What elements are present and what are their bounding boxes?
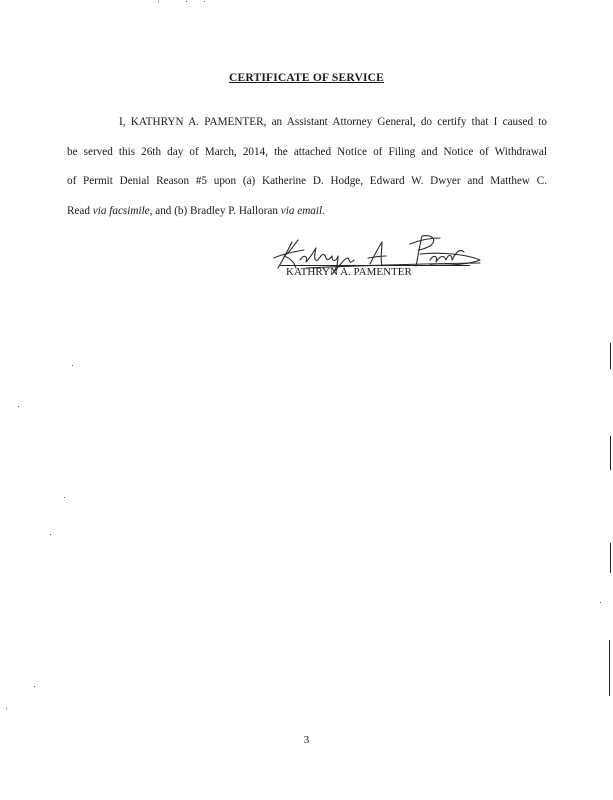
paragraph-line-1: I, KATHRYN A. PAMENTER, an Assistant Attorney General, do certify that I caused to: [119, 116, 547, 128]
scan-edge-mark: [610, 543, 611, 573]
scan-speck: [158, 1, 159, 2]
service-method-facsimile: via facsimile: [92, 204, 150, 217]
line4-text-c: .: [322, 204, 325, 217]
certificate-paragraph: [67, 108, 547, 226]
line4-text-a: Read: [67, 204, 93, 217]
scan-speck: [600, 602, 601, 603]
scan-speck: [18, 406, 19, 407]
line4-text-b: , and (b) Bradley P. Halloran: [149, 204, 281, 217]
signatory-name: KATHRYN A. PAMENTER: [286, 266, 412, 278]
scan-edge-mark: [609, 640, 610, 696]
scan-speck: [72, 365, 73, 366]
scan-edge-mark: [610, 436, 611, 470]
scan-speck: [204, 1, 205, 2]
signature-block: [270, 228, 492, 284]
document-title: CERTIFICATE OF SERVICE: [228, 72, 385, 84]
scan-speck: [34, 686, 35, 687]
scan-speck: [50, 534, 51, 535]
scan-speck: [186, 1, 187, 2]
scan-edge-mark: [610, 343, 611, 369]
scan-speck: [64, 497, 65, 498]
paragraph-line-4: [67, 197, 547, 227]
paragraph-line-2: be served this 26th day of March, 2014, the attached Notice of Filing and Notice of Withdrawal: [67, 145, 547, 158]
page-number: 3: [303, 734, 310, 746]
service-method-email: via email: [280, 204, 323, 217]
scan-speck: [6, 708, 7, 709]
paragraph-line-3: of Permit Denial Reason #5 upon (a) Katherine D. Hodge, Edward W. Dwyer and Matthew C.: [67, 175, 547, 187]
